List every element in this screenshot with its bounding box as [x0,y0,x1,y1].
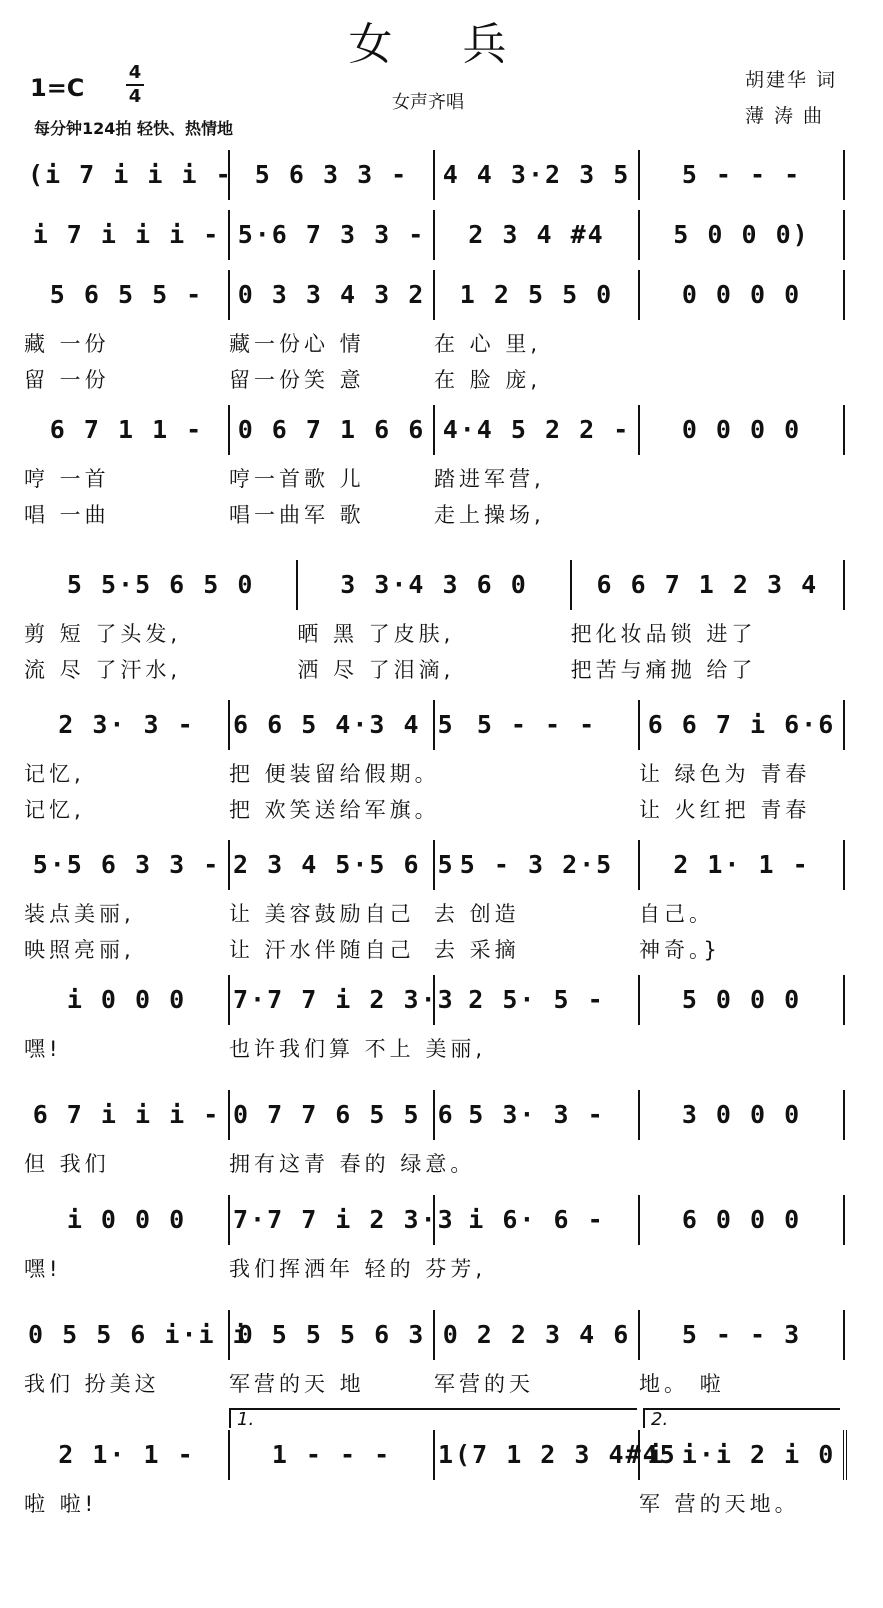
lyric-segment: 在 心 里, [434,332,542,356]
lyric-line [24,896,844,932]
lyric-segment: 装点美丽, [24,902,135,926]
barline [843,840,845,890]
measure: 5 6 3 3 - [254,159,409,189]
lyric-segment: 神奇。} [639,938,721,962]
barline [228,270,230,320]
measure: 5 - - - [476,709,597,739]
measure: 2 3 4 5·5 6 5 [233,849,455,879]
notation-line [24,975,844,1023]
lyric-segment: 把化妆品锁 进了 [570,622,757,646]
barline [843,1310,845,1360]
measure: 0 0 0 0 [681,279,802,309]
lyric-segment: 唱 一曲 [24,503,110,527]
lyric-segment [434,1031,639,1067]
barline [228,1090,230,1140]
barline [843,270,845,320]
lyric-segment: 流 尽 了汗水, [24,658,182,682]
barline [843,975,845,1025]
barline [433,1090,435,1140]
lyric-segment: 让 绿色为 青春 [639,762,811,786]
notation-line [24,840,844,888]
lyric-segment: 记忆, [24,762,85,786]
lyrics-block [24,461,844,533]
lyric-line [24,1031,844,1067]
measure: 5 0 0 0 [681,984,802,1014]
measure: 6 0 0 0 [681,1204,802,1234]
lyric-segment [639,362,844,398]
lyric-segment: 让 美容鼓励自己 [229,902,415,926]
lyrics-block [24,756,844,828]
barline [433,270,435,320]
measure: 0 2 2 3 4 6 [442,1319,631,1349]
barline [638,405,640,455]
time-signature [124,62,146,108]
barline [433,1195,435,1245]
measure: (i 7 i i i - [28,159,233,189]
credits [745,62,837,134]
lyric-segment: 把 便装留给假期。 [229,762,440,786]
lyrics-block [24,1366,844,1402]
measure: i 7 i i i - [32,219,221,249]
lyrics-block [24,326,844,398]
barline [638,1310,640,1360]
lyric-segment: 让 火红把 青春 [639,798,811,822]
lyric-segment: 踏进军营, [434,467,545,491]
measure: 0 5 5 5 6 3 [237,1319,426,1349]
first-ending-bracket: 1. [229,1408,637,1428]
lyricist: 胡建华 词 [744,69,837,91]
lyric-segment: 军 营的天地。 [639,1492,800,1516]
measure: 2 5· 5 - [468,984,605,1014]
lyric-segment [434,1251,639,1287]
performance-note: 女声齐唱 [392,92,464,113]
lyric-segment: 哼 一首 [24,467,110,491]
lyric-line [24,1251,844,1287]
lyric-segment [639,326,844,362]
lyric-segment: 映照亮丽, [24,938,135,962]
lyric-segment: 留 一份 [24,368,110,392]
lyric-line [24,1146,844,1182]
barline [433,1430,435,1480]
measure: 4·4 5 2 2 - [442,414,631,444]
lyric-segment: 嘿! [24,1037,62,1061]
lyric-segment [434,756,639,792]
barline [228,405,230,455]
measure: i 0 0 0 [66,984,187,1014]
song-title: 女 兵 [348,19,535,70]
barline [433,975,435,1025]
measure: 2 3· 3 - [58,709,195,739]
lyric-line [24,1486,844,1522]
lyric-line [24,932,844,968]
measure: 3 3·4 3 6 0 [340,569,528,599]
measure: 5 - - 3 [681,1319,802,1349]
measure: 2 1· 1 - [673,849,810,879]
barline [433,840,435,890]
barline [570,560,572,610]
barline [228,1310,230,1360]
lyrics-block [24,1251,844,1287]
barline [638,210,640,260]
lyric-segment: 也许我们算 不上 美丽, [229,1037,487,1061]
measure: 1 2 5 5 0 [459,279,614,309]
measure: 3 0 0 0 [681,1099,802,1129]
lyrics-block [24,1031,844,1067]
lyric-segment [434,792,639,828]
barline [638,1090,640,1140]
lyric-segment: 地。 啦 [639,1372,725,1396]
barline [228,210,230,260]
notation-line [24,150,844,198]
lyric-segment: 在 脸 庞, [434,368,542,392]
lyric-segment: 军营的天 [434,1372,534,1396]
measure: 0 3 3 4 3 2 [237,279,426,309]
composer: 薄 涛 曲 [744,105,825,127]
lyrics-block [24,1146,844,1182]
barline [843,700,845,750]
barline [843,210,845,260]
measure: 6 7 i i i - [32,1099,221,1129]
lyric-segment: 藏一份心 情 [229,332,365,356]
lyric-segment: 啦 啦! [24,1492,98,1516]
lyric-segment: 让 汗水伴随自己 [229,938,415,962]
measure: 5 6 5 5 - [49,279,204,309]
measure: 0 6 7 1 6 6 [237,414,426,444]
lyrics-block [24,616,844,688]
lyric-segment [639,1031,844,1067]
lyrics-block [24,1486,844,1522]
lyric-segment: 记忆, [24,798,85,822]
barline [228,840,230,890]
notation-line [24,560,844,608]
barline [843,1195,845,1245]
notation-line [24,1430,844,1478]
barline [843,150,845,200]
measure: i 0 0 0 [66,1204,187,1234]
measure: 6 6 7 1 2 3 4 [596,569,819,599]
lyrics-block [24,896,844,968]
lyric-segment: 洒 尽 了泪滴, [297,658,455,682]
measure: 5 - - - [681,159,802,189]
key-signature: 1=C [30,74,85,102]
barline [228,975,230,1025]
measure: 6 6 5 4·3 4 5 [233,709,455,739]
barline [638,1195,640,1245]
lyric-line [24,616,844,652]
measure: 0 7 7 6 5 5 6 [233,1099,455,1129]
measure: 2 3 4 #4 [468,219,605,249]
notation-line [24,1195,844,1243]
notation-line [24,405,844,453]
lyric-segment: 走上操场, [434,503,545,527]
measure: 0 0 0 0 [681,414,802,444]
lyric-segment: 留一份笑 意 [229,368,365,392]
barline [228,150,230,200]
lyric-line [24,326,844,362]
barline [638,150,640,200]
lyric-segment: 把苦与痛抛 给了 [570,658,757,682]
barline [843,405,845,455]
barline [843,1090,845,1140]
measure: 5 - 3 2·5 [459,849,614,879]
barline [433,405,435,455]
barline [228,700,230,750]
lyric-line [24,497,844,533]
lyric-line [24,461,844,497]
measure: i i·i 2 i 0 [647,1439,836,1469]
lyric-segment: 剪 短 了头发, [24,622,182,646]
notation-line [24,1310,844,1358]
lyric-segment [434,1146,639,1182]
lyric-line [24,756,844,792]
measure: i 6· 6 - [468,1204,605,1234]
barline [228,1195,230,1245]
measure: 7·7 7 i 2 3·3 [233,1204,455,1234]
measure: 5·5 6 3 3 - [32,849,221,879]
barline [433,700,435,750]
measure: 5 3· 3 - [468,1099,605,1129]
lyric-segment: 去 创造 [434,902,520,926]
measure: 5 5·5 6 5 0 [66,569,255,599]
barline [433,150,435,200]
lyric-line [24,1366,844,1402]
measure: 4 4 3·2 3 5 [442,159,631,189]
notation-line [24,210,844,258]
lyric-segment [639,1146,844,1182]
measure: 5·6 7 3 3 - [237,219,426,249]
barline [843,560,845,610]
meter-bottom: 4 [128,86,142,107]
lyric-segment: 我们挥洒年 轻的 芬芳, [229,1257,487,1281]
barline [638,975,640,1025]
lyric-segment [639,497,844,533]
lyric-segment: 军营的天 地 [229,1372,365,1396]
lyric-segment [229,1486,434,1522]
lyric-line [24,362,844,398]
lyric-segment: 但 我们 [24,1152,110,1176]
meter-top: 4 [128,62,142,83]
lyric-line [24,792,844,828]
lyric-segment: 唱一曲军 歌 [229,503,365,527]
measure: 1(7 1 2 3 4#45 [438,1439,677,1469]
barline [638,270,640,320]
notation-line [24,270,844,318]
barline [638,840,640,890]
measure: 7·7 7 i 2 3·3 [233,984,455,1014]
measure: 5 0 0 0) [673,219,810,249]
notation-line [24,700,844,748]
measure: 1 - - - [271,1439,392,1469]
lyric-segment: 我们 扮美这 [24,1372,160,1396]
notation-line [24,1090,844,1138]
second-ending-bracket: 2. [643,1408,840,1428]
measure: 6 7 1 1 - [49,414,204,444]
lyric-segment [639,461,844,497]
barline [638,1430,640,1480]
lyric-segment [639,1251,844,1287]
measure: 2 1· 1 - [58,1439,195,1469]
lyric-segment: 晒 黑 了皮肤, [297,622,455,646]
lyric-segment: 嘿! [24,1257,62,1281]
barline [228,1430,230,1480]
tempo-marking: 每分钟124拍 轻快、热情地 [34,119,233,138]
lyric-line [24,652,844,688]
barline [843,1430,847,1480]
lyric-segment [434,1486,639,1522]
lyric-segment: 自己。 [639,902,714,926]
measure: 0 5 5 6 i·i i [28,1319,250,1349]
barline [433,210,435,260]
barline [296,560,298,610]
lyric-segment: 哼一首歌 儿 [229,467,365,491]
lyric-segment: 拥有这青 春的 绿意。 [229,1152,476,1176]
measure: 6 6 7 i 6·6 [647,709,836,739]
lyric-segment: 藏 一份 [24,332,110,356]
barline [638,700,640,750]
lyric-segment: 去 采摘 [434,938,520,962]
barline [433,1310,435,1360]
lyric-segment: 把 欢笑送给军旗。 [229,798,440,822]
